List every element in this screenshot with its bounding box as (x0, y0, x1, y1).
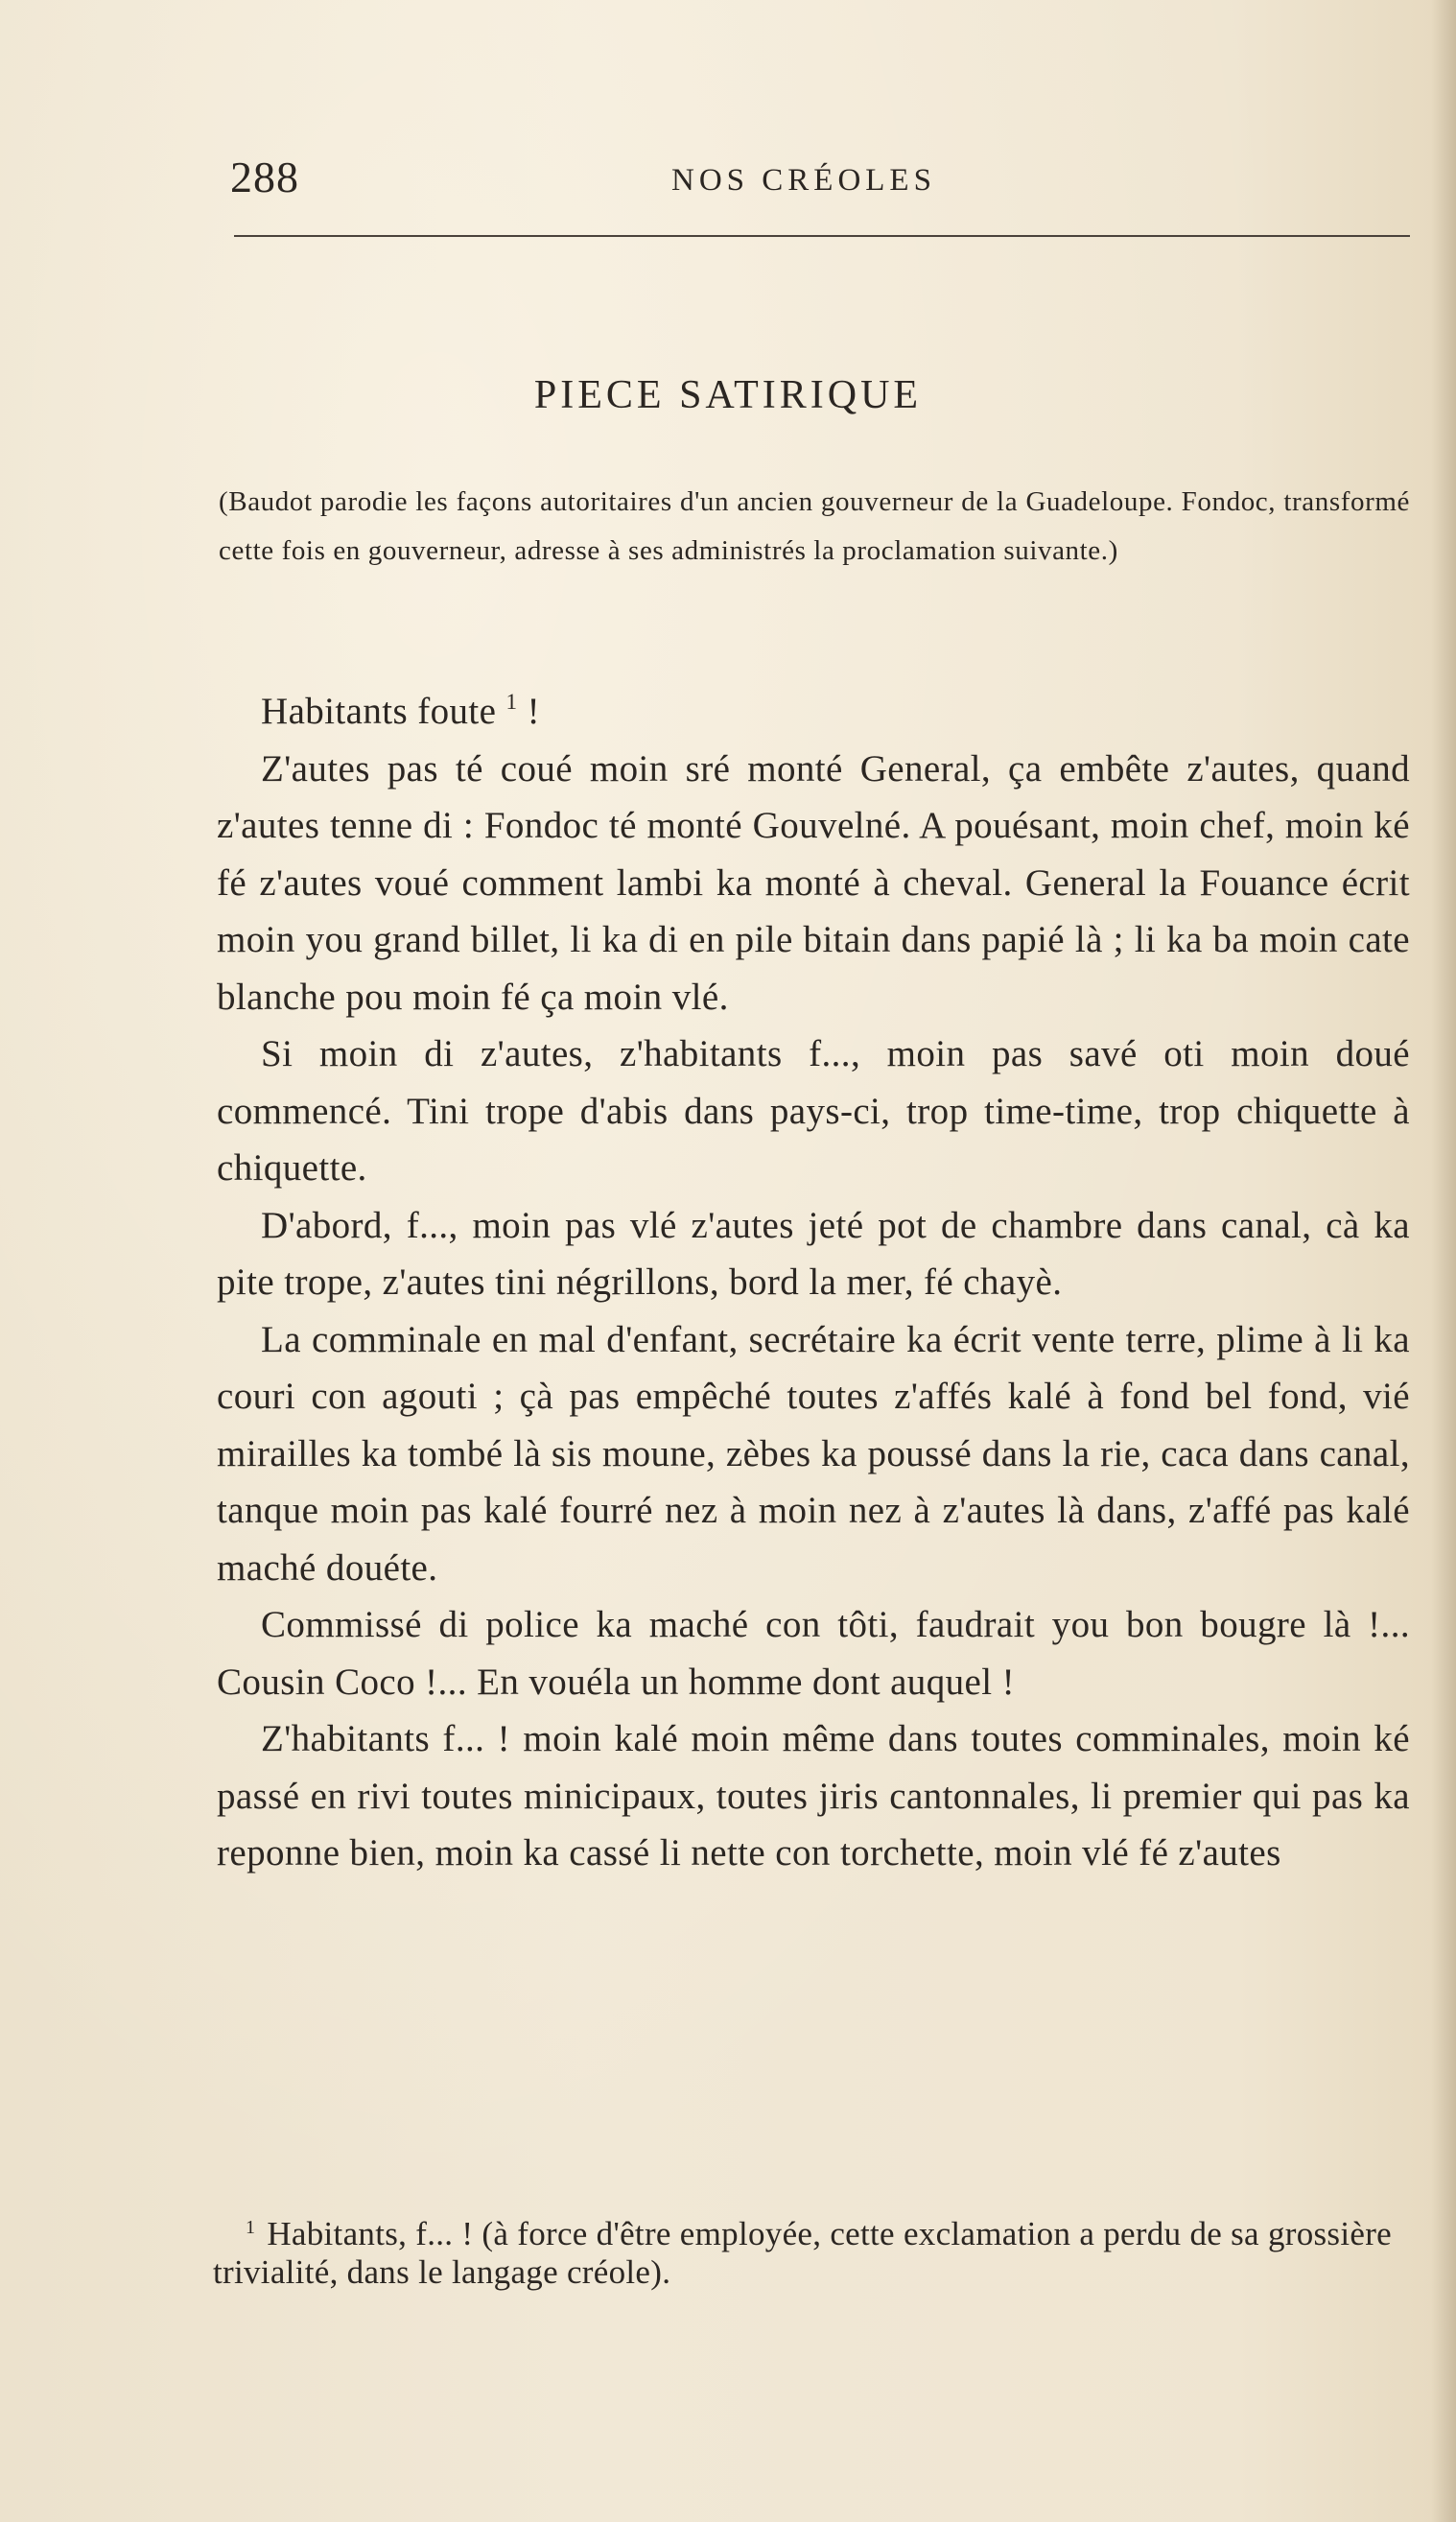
running-title: NOS CRÉOLES (671, 163, 936, 198)
page-header (230, 152, 1410, 209)
salutation-text: Habitants foute (261, 691, 497, 732)
section-title: PIECE SATIRIQUE (533, 373, 923, 417)
footnote-mark: 1 (246, 2217, 256, 2238)
page-edge-shadow (1431, 0, 1456, 2522)
paragraph: D'abord, f..., moin pas vlé z'autes jeté pot de chambre dans canal, cà ka pite trope, z'autes tini négrillons, bord la mer, fé chayè. (217, 1204, 1410, 1303)
paragraph: Commissé di police ka maché con tôti, faudrait you bon bougre là !... Cousin Coco !... En vouéla un homme dont auquel ! (217, 1604, 1410, 1703)
paragraph: La comminale en mal d'enfant, secrétaire ka écrit vente terre, plime à li ka couri con agouti ; çà pas empêché toutes z'affés kalé à fond bel fond, vié mirailles ka tombé là sis moune, zèbes ka poussé dans la rie, caca dans canal, tanque moin pas kalé fourré nez à moin nez à z'autes là dans, z'affé pas kalé maché douéte. (217, 1318, 1410, 1589)
paragraph: Si moin di z'autes, z'habitants f..., moin pas savé oti moin doué commencé. Tini trope d'abis dans pays-ci, trop time-time, trop chiquette à chiquette. (217, 1033, 1410, 1189)
page-number: 288 (230, 153, 299, 201)
proclamation-text (217, 683, 1410, 1882)
footnote (213, 2208, 1412, 2292)
paragraph: Z'habitants f... ! moin kalé moin même dans toutes comminales, moin ké passé en rivi toutes minicipaux, toutes jiris cantonnales, li premier qui pas ka reponne bien, moin ka cassé li nette con torchette, moin vlé fé z'autes (217, 1718, 1410, 1874)
intro-note: (Baudot parodie les façons autoritaires d'un ancien gouverneur de la Guadeloupe. Fondoc, transformé cette fois en gouverneur, adresse à ses administrés la proclamation suivante.) (219, 486, 1410, 566)
salutation (217, 683, 1410, 741)
paragraph: Z'autes pas té coué moin sré monté General, ça embête z'autes, quand z'autes tenne di : Fondoc té monté Gouvelné. A pouésant, moin chef, moin ké fé z'autes voué comment lambi ka monté à cheval. General la Fouance écrit moin you grand billet, li ka di en pile bitain dans papié là ; li ka ba moin cate blanche pou moin fé ça moin vlé. (217, 747, 1410, 1018)
salutation-end: ! (517, 691, 540, 732)
footnote-text: Habitants, f... ! (à force d'être employée, cette exclamation a perdu de sa grossière trivialité, dans le langage créole). (213, 2215, 1392, 2291)
header-rule (234, 235, 1410, 237)
footnote-reference: 1 (505, 690, 518, 714)
